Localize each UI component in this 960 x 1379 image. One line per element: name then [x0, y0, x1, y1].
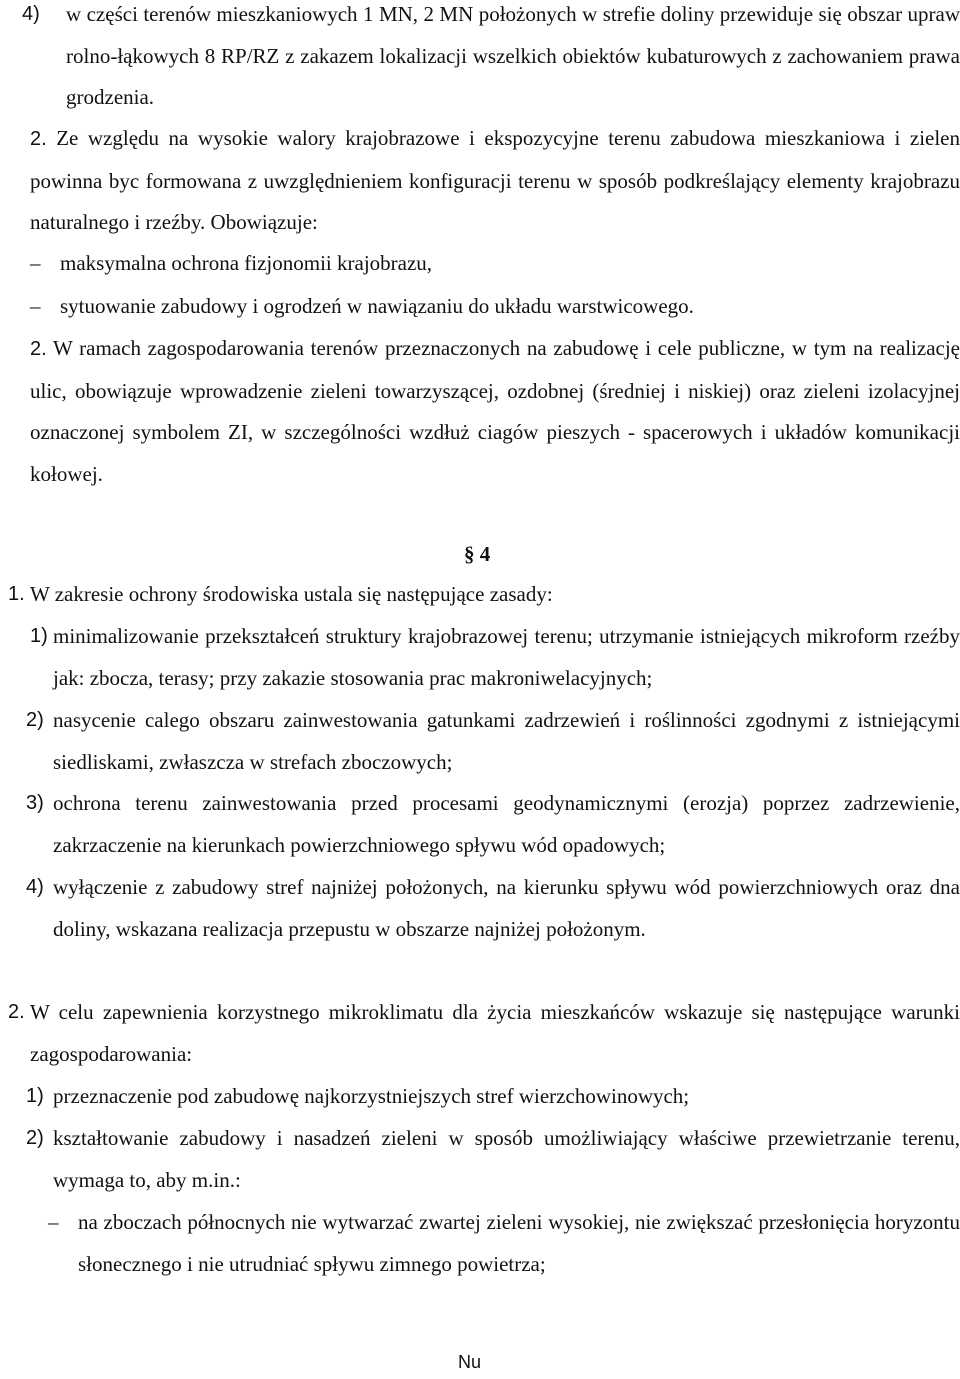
dash-item: na zboczach północnych nie wytwarzać zwartej zieleni wysokiej, nie zwiększać przesłonięcia horyzontu słonecznego i nie utrudniać spływu zimnego powietrza; [78, 1210, 960, 1276]
paragraph-text: Ze względu na wysokie walory krajobrazowe i ekspozycyjne terenu zabudowa mieszkaniowa i zielen powinna byc formowana z uwzględnieniem konfiguracji terenu w sposób podkreślający elementy krajobrazu naturalnego i rzeźby. Obowiązuje: [30, 126, 960, 234]
dash-bullet: – [30, 251, 41, 275]
page-footer: Nu [458, 1352, 482, 1372]
paragraph-text: W celu zapewnienia korzystnego mikroklimatu dla życia mieszkańców wskazuje się następujące warunki zagospodarowania: [30, 1000, 960, 1066]
item-text: minimalizowanie przekształceń struktury krajobrazowej terenu; utrzymanie istniejących mikroform rzeźby jak: zbocza, terasy; przy zakazie stosowania prac makroniwelacyjnych; [53, 624, 960, 690]
dash-bullet: – [30, 294, 41, 318]
paragraph-text: W ramach zagospodarowania terenów przeznaczonych na zabudowę i cele publiczne, w tym na realizację ulic, obowiązuje wprowadzenie zieleni towarzyszącej, ozdobnej (średniej i niskiej) oraz zieleni izolacyjnej oznaczonej symbolem ZI, w szczególności wzdłuż ciagów pieszych - spacerowych i układów komunikacji kołowej. [30, 336, 960, 486]
item-text: kształtowanie zabudowy i nasadzeń zieleni w sposób umożliwiający właściwe przewietrzanie terenu, wymaga to, aby m.in.: [53, 1126, 960, 1192]
paragraph-number: 2. [30, 128, 47, 150]
paragraph-number: 1. [8, 583, 25, 605]
item-number: 1) [30, 625, 48, 647]
paragraph-number: 2. [8, 1001, 25, 1023]
item-number: 2) [26, 709, 44, 731]
dash-item: maksymalna ochrona fizjonomii krajobrazu, [60, 251, 433, 275]
item-text: wyłączenie z zabudowy stref najniżej położonych, na kierunku spływu wód powierzchniowych oraz dna doliny, wskazana realizacja przepustu w obszarze najniżej położonym. [53, 875, 960, 941]
dash-item: sytuowanie zabudowy i ogrodzeń w nawiązaniu do układu warstwicowego. [60, 294, 694, 318]
paragraph-number: 2. [30, 338, 47, 360]
item-number: 3) [26, 792, 44, 814]
item-number: 4) [26, 876, 44, 898]
item-text: nasycenie calego obszaru zainwestowania gatunkami zadrzewień i roślinności zgodnymi z istniejącymi siedliskami, zwłaszcza w strefach zboczowych; [53, 708, 960, 774]
item-number: 1) [26, 1085, 44, 1107]
paragraph-text: W zakresie ochrony środowiska ustala się następujące zasady: [30, 582, 553, 606]
paragraph-public [30, 328, 960, 495]
item4-text: w części terenów mieszkaniowych 1 MN, 2 MN położonych w strefie doliny przewiduje się obszar upraw rolno-łąkowych 8 RP/RZ z zakazem lokalizacji wszelkich obiektów kubaturowych z zachowaniem prawa grodzenia. [66, 2, 960, 109]
item-text: ochrona terenu zainwestowania przed procesami geodynamicznymi (erozja) poprzez zadrzewienie, zakrzaczenie na kierunkach powierzchniowego spływu wód opadowych; [53, 791, 960, 857]
item-text: przeznaczenie pod zabudowę najkorzystniejszych stref wierzchowinowych; [53, 1084, 690, 1108]
paragraph-item4 [66, 0, 960, 119]
item-number: 2) [26, 1127, 44, 1149]
dash-bullet: – [48, 1210, 59, 1234]
paragraph-landscape [30, 118, 960, 244]
item-number: 4) [22, 3, 40, 25]
section-heading: § 4 [464, 542, 491, 566]
